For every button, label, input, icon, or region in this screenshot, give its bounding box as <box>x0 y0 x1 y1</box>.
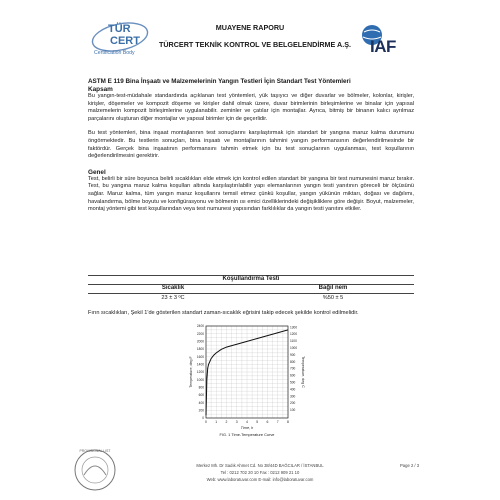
x-tick-label: 6 <box>266 420 269 424</box>
y-tick-label: 400 <box>198 400 204 405</box>
general-paragraph: Test, belirli bir süre boyunca belirli sıcaklıkları elde etmek için kontrol edilen standart bir yangına bir test numunesini maruz bırakır. Test, bu yangına maruz kalma koşulları altında karşılaştırılabilir yapı elemanlarının yangın testi yanıtının göreceli bir ölçüsünü sağlar. Maruz kalma, tüm yangın maruz koşullarını temsil etmez çünkü koşullar, yangın yükünün miktarı, doğası ve dağılımı, havalandırma, bölme boyutu ve konfigürasyonu ve bölmenin ısı emici özelliklerindeki değişikliklere göre değişir. Boyut, malzemeler, montaj yöntemi gibi test koşullarından veya test numunesi yapısından farklılıklar da yangın testi yanıtını etkiler. <box>88 175 414 213</box>
y-tick-label: 1800 <box>196 347 204 352</box>
y2-tick-label: 600 <box>290 373 296 378</box>
scope-heading: Kapsam <box>88 86 113 93</box>
chart-svg <box>170 320 330 438</box>
conditions-table <box>88 275 414 307</box>
y2-tick-label: 1300 <box>290 325 298 330</box>
stamp-seal-icon <box>72 447 118 493</box>
footer-address: Merkez Mh. Dr Sadık Ahmet Cd. No 38/44D BAĞCILAR / İSTANBUL <box>196 463 324 468</box>
turcert-logo-top: TÜR <box>108 23 131 35</box>
y2-tick-label: 200 <box>290 401 296 406</box>
general-heading: Genel <box>88 168 106 176</box>
y2-tick-label: 300 <box>290 394 296 399</box>
y-tick-label: 0 <box>202 416 204 421</box>
conditions-table-title: Koşullandırma Testi <box>222 276 280 282</box>
footer-web: Web: www.laboratuvar.com E-mail: info@laboratuvar.com <box>206 477 314 482</box>
y-tick-label: 200 <box>198 408 204 413</box>
y-axis-label-right: Temperature, deg C <box>301 356 305 388</box>
y-tick-label: 1400 <box>196 362 204 367</box>
chart-caption: FIG. 1 Time-Temperature Curve <box>219 432 275 437</box>
company-name: TÜRCERT TEKNİK KONTROL VE BELGELENDİRME A.Ş. <box>158 40 352 49</box>
y2-tick-label: 100 <box>290 408 296 413</box>
x-tick-label: 1 <box>215 420 218 424</box>
y-tick-label: 2400 <box>196 324 204 329</box>
y-axis-label-left: Temperature, deg F <box>189 356 193 388</box>
x-tick-label: 5 <box>256 420 259 424</box>
scope-paragraph-1: Bu yangın-test-müdahale standardında açıklanan test yöntemleri, yük taşıyıcı ve diğer duvarlar ve bölmeler, kolonlar, kirişler, kirişler, döşemeler ve kompozit döşeme ve kirişler dahil olmak üzere, duvar birimlerinin birleşimlerine ve binalar için yapısal malzemelerin kompozit birleşimlerine uygulanabilir. zeminler ve çatılar için montajlar. Ayrıca, bitmiş bir binanın kalıcı ayrılmaz parçalarını oluşturan diğer montajlar ve yapısal birimler için de geçerlidir. <box>88 93 414 122</box>
y2-tick-label: 400 <box>290 387 296 392</box>
x-tick-label: 8 <box>287 420 289 424</box>
iaf-logo <box>360 20 416 60</box>
report-title: MUAYENE RAPORU <box>215 23 285 32</box>
document-title: ASTM E 119 Bina İnşaatı ve Malzemelerinin Yangın Testleri İçin Standart Test Yöntemleri <box>88 78 351 85</box>
footer-phone: Tel : 0212 702 20 10 Fax : 0212 909 21 10 <box>220 470 300 475</box>
conditions-val-temperature: 23 ± 3 ºC <box>161 295 185 301</box>
x-tick-label: 2 <box>225 420 228 424</box>
page-number: Page 2 / 3 <box>400 463 420 468</box>
y-tick-label: 1200 <box>196 370 204 375</box>
curve-note: Fırın sıcaklıkları, Şekil 1'de gösterilen standart zaman-sıcaklık eğrisini takip edecek şekilde kontrol edilmelidir. <box>88 310 359 316</box>
y-tick-label: 1600 <box>196 354 204 359</box>
time-temperature-chart <box>170 320 330 438</box>
turcert-logo-bottom: CERT <box>110 35 140 47</box>
footer-stamp <box>72 447 118 493</box>
scope-paragraph-2: Bu test yöntemleri, bina inşaat montajlarının test sonuçlarını karşılaştırmak için standart bir yangına maruz kalma durumunu öngörmektedir. Bu testlerin sonuçları, bina inşaatı ve montajlarının tahmini yangın performansının değerlendirilmesinde bir faktördür. Gerçek bina inşaatının performansını tahmin etmek için bu test sonuçlarının uygulanması, test koşullarının değerlendirilmesini gerektirir. <box>88 130 414 160</box>
x-axis-label: Time, h <box>240 426 254 430</box>
x-tick-label: 4 <box>246 420 248 424</box>
y2-tick-label: 1100 <box>290 339 297 344</box>
iaf-logo-text: IAF <box>370 37 396 56</box>
y-tick-label: 1000 <box>196 377 204 382</box>
y-tick-label: 2200 <box>196 331 204 336</box>
y2-tick-label: 1200 <box>290 332 298 337</box>
x-tick-label: 7 <box>276 420 279 424</box>
turcert-logo-tagline: Certification Body <box>94 50 135 56</box>
x-tick-label: 3 <box>235 420 238 424</box>
y2-tick-label: 700 <box>290 366 296 371</box>
stamp-text: PROVISIONAL LIST <box>79 449 111 453</box>
y-tick-label: 800 <box>198 385 204 390</box>
conditions-col-temperature: Sıcaklık <box>161 285 185 291</box>
y2-tick-label: 500 <box>290 380 296 385</box>
turcert-logo <box>86 18 156 60</box>
conditions-val-humidity: %50 ± 5 <box>322 295 344 301</box>
conditions-col-humidity: Bağıl nem <box>318 285 348 291</box>
y2-tick-label: 800 <box>290 359 296 364</box>
y-tick-label: 2000 <box>196 339 204 344</box>
y-tick-label: 600 <box>198 393 204 398</box>
y2-tick-label: 900 <box>290 352 296 357</box>
y2-tick-label: 1000 <box>290 345 298 350</box>
x-tick-label: 0 <box>205 420 207 424</box>
